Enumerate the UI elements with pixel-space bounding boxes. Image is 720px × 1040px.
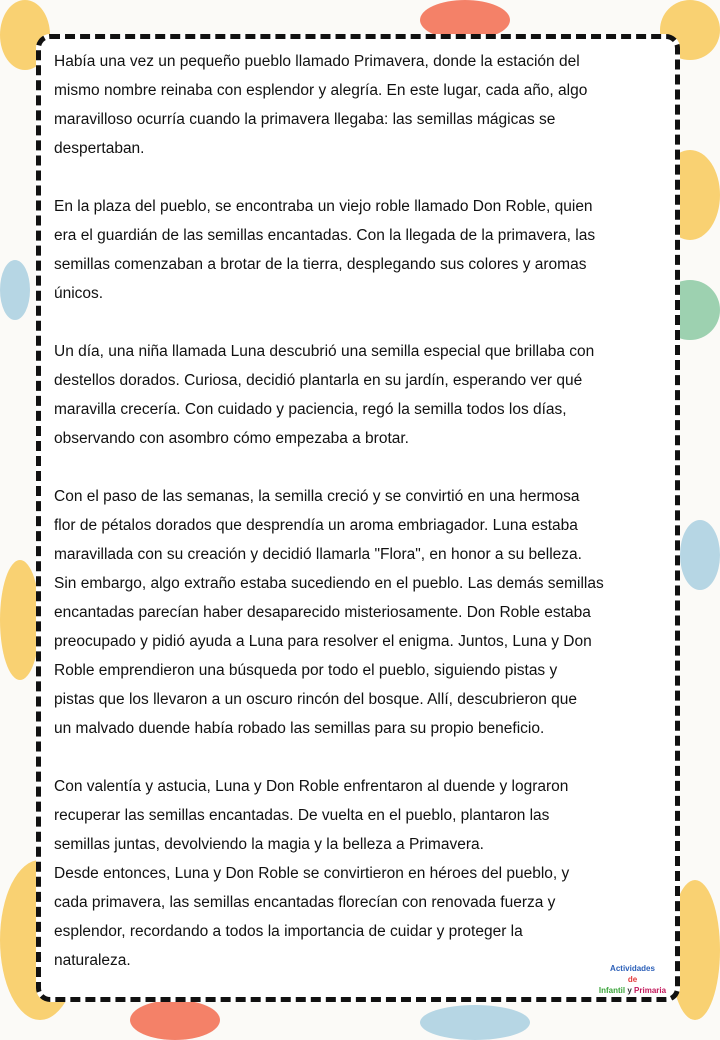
text-line: Había una vez un pequeño pueblo llamado Primavera, donde la estación del xyxy=(54,53,580,70)
text-line: semillas comenzaban a brotar de la tierra, desplegando sus colores y aromas xyxy=(54,256,587,273)
leaf-decoration xyxy=(0,260,30,320)
paragraph-gap xyxy=(54,308,674,337)
paragraph xyxy=(54,47,674,163)
text-line: Con valentía y astucia, Luna y Don Roble enfrentaron al duende y lograron xyxy=(54,778,569,795)
text-line: observando con asombro cómo empezaba a brotar. xyxy=(54,430,409,447)
paragraph-gap xyxy=(54,453,674,482)
text-line: En la plaza del pueblo, se encontraba un viejo roble llamado Don Roble, quien xyxy=(54,198,593,215)
logo-line1: Actividades xyxy=(610,964,655,973)
text-line: Roble emprendieron una búsqueda por todo el pueblo, siguiendo pistas y xyxy=(54,662,558,679)
text-line: cada primavera, las semillas encantadas florecían con renovada fuerza y xyxy=(54,894,556,911)
text-line: flor de pétalos dorados que desprendía un aroma embriagador. Luna estaba xyxy=(54,517,578,534)
text-line: Un día, una niña llamada Luna descubrió una semilla especial que brillaba con xyxy=(54,343,595,360)
paragraph xyxy=(54,482,674,743)
text-line: maravilloso ocurría cuando la primavera llegaba: las semillas mágicas se xyxy=(54,111,556,128)
story-text xyxy=(54,47,674,975)
paragraph xyxy=(54,772,674,975)
logo-infantil: Infantil xyxy=(598,986,626,995)
logo-line2: de xyxy=(627,975,638,984)
text-line: maravillada con su creación y decidió llamarla "Flora", en honor a su belleza. xyxy=(54,546,582,563)
text-line: maravilla crecería. Con cuidado y paciencia, regó la semilla todos los días, xyxy=(54,401,567,418)
logo-primaria: Primaria xyxy=(634,986,667,995)
text-line: únicos. xyxy=(54,285,104,302)
flower-decoration xyxy=(0,560,40,680)
text-line: preocupado y pidió ayuda a Luna para resolver el enigma. Juntos, Luna y Don xyxy=(54,633,592,650)
text-line: un malvado duende había robado las semillas para su propio beneficio. xyxy=(54,720,545,737)
logo xyxy=(585,963,680,999)
text-line: despertaban. xyxy=(54,140,145,157)
text-line: Sin embargo, algo extraño estaba sucediendo en el pueblo. Las demás semillas xyxy=(54,575,604,592)
text-line: era el guardián de las semillas encantadas. Con la llegada de la primavera, las xyxy=(54,227,596,244)
logo-y: y xyxy=(627,986,632,995)
flower-decoration xyxy=(130,1000,220,1040)
text-line: naturaleza. xyxy=(54,952,131,969)
leaf-decoration xyxy=(680,520,720,590)
paragraph xyxy=(54,337,674,453)
text-line: pistas que los llevaron a un oscuro rincón del bosque. Allí, descubrieron que xyxy=(54,691,578,708)
text-line: recuperar las semillas encantadas. De vuelta en el pueblo, plantaron las xyxy=(54,807,550,824)
text-line: destellos dorados. Curiosa, decidió plantarla en su jardín, esperando ver qué xyxy=(54,372,583,389)
text-line: mismo nombre reinaba con esplendor y alegría. En este lugar, cada año, algo xyxy=(54,82,588,99)
text-line: Con el paso de las semanas, la semilla creció y se convirtió en una hermosa xyxy=(54,488,580,505)
text-line: esplendor, recordando a todos la importancia de cuidar y proteger la xyxy=(54,923,523,940)
paragraph xyxy=(54,192,674,308)
text-line: encantadas parecían haber desaparecido misteriosamente. Don Roble estaba xyxy=(54,604,591,621)
text-line: semillas juntas, devolviendo la magia y la belleza a Primavera. xyxy=(54,836,484,853)
paragraph-gap xyxy=(54,743,674,772)
paragraph-gap xyxy=(54,163,674,192)
text-line: Desde entonces, Luna y Don Roble se convirtieron en héroes del pueblo, y xyxy=(54,865,570,882)
leaf-decoration xyxy=(420,1005,530,1040)
